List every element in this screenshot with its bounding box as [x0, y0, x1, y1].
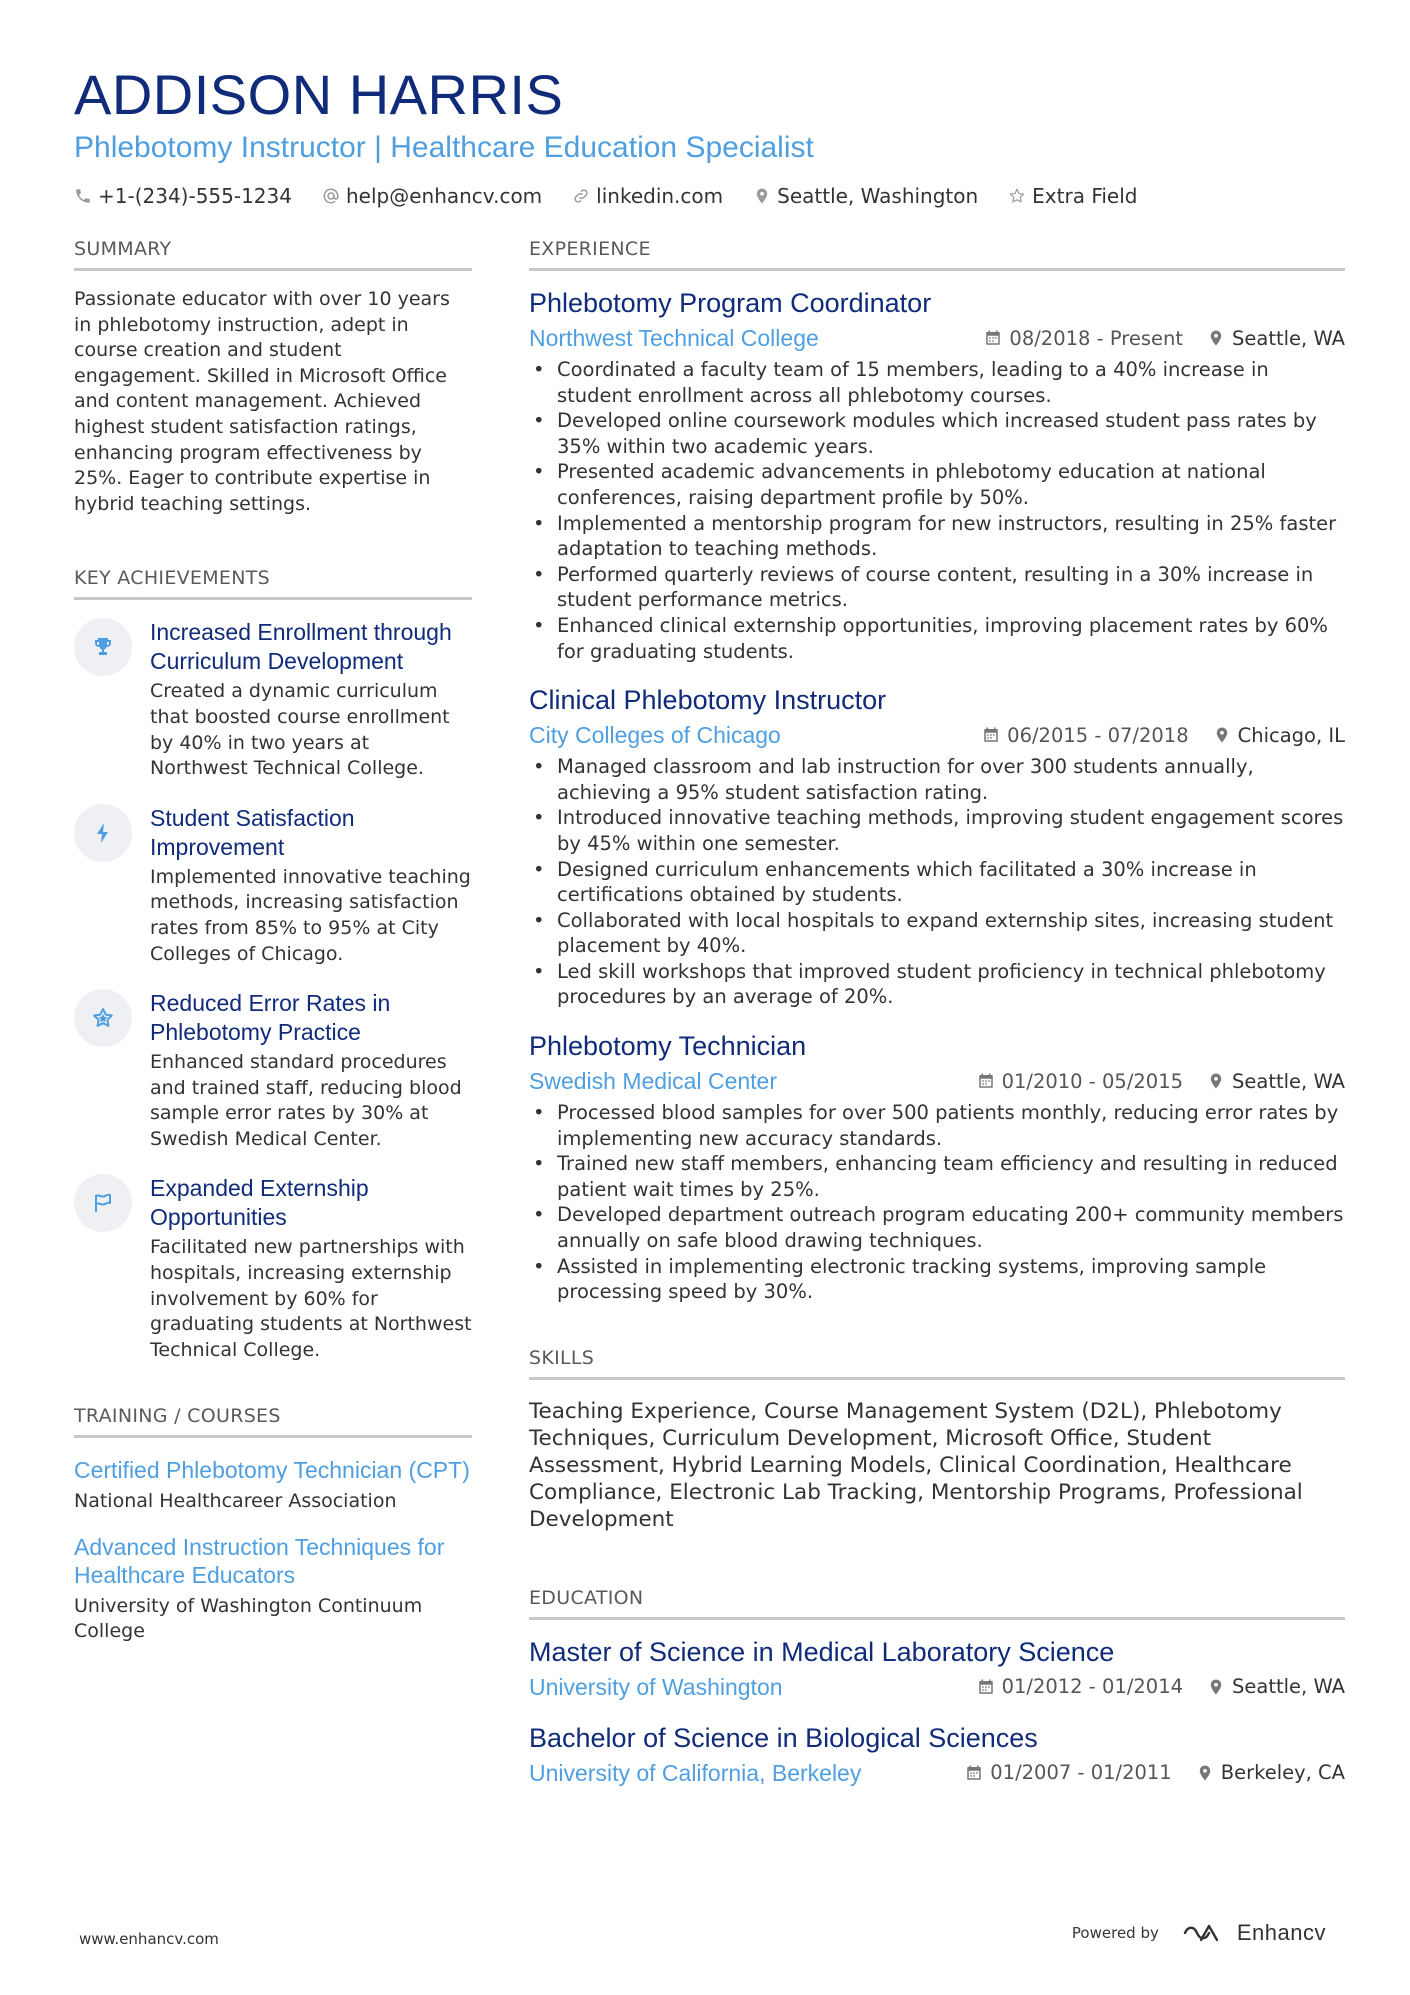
job-bullet: • Implemented a mentorship program for new instructors, resulting in 25% faster adaptation to teaching methods. — [529, 511, 1345, 562]
candidate-name: ADDISON HARRIS — [74, 63, 564, 126]
education-title: EDUCATION — [529, 1585, 1345, 1620]
job-bullets — [529, 754, 1345, 1010]
education-entry — [529, 1720, 1345, 1788]
course-item — [74, 1533, 472, 1645]
job-bullet: • Collaborated with local hospitals to expand externship sites, increasing student placement by 40%. — [529, 908, 1345, 959]
location-icon — [753, 187, 771, 205]
job-bullet: • Assisted in implementing electronic tracking systems, improving sample processing speed by 30%. — [529, 1254, 1345, 1305]
job-location: Seattle, WA — [1232, 1069, 1345, 1093]
link-icon — [572, 187, 590, 205]
contact-phone-text: +1-(234)-555-1234 — [98, 184, 292, 208]
job-title: Phlebotomy Technician — [529, 1031, 807, 1062]
star-badge-icon — [74, 989, 132, 1047]
skills-section — [529, 1345, 1345, 1533]
job-bullet: • Designed curriculum enhancements which facilitated a 30% increase in certifications obtained by students. — [529, 857, 1345, 908]
contact-linkedin[interactable] — [572, 184, 723, 208]
contact-email-text[interactable]: help@enhancv.com — [345, 184, 543, 208]
contact-email[interactable] — [322, 184, 542, 208]
achievements-title: KEY ACHIEVEMENTS — [74, 565, 472, 600]
achievement-item — [74, 989, 472, 1152]
trophy-icon — [74, 618, 132, 676]
job-bullet: • Enhanced clinical externship opportunities, improving placement rates by 60% for graduating students. — [529, 613, 1345, 664]
contact-location — [753, 184, 978, 208]
candidate-headline: Phlebotomy Instructor | Healthcare Education Specialist — [74, 131, 814, 164]
job-bullet: • Led skill workshops that improved student proficiency in technical phlebotomy procedures by an average of 20%. — [529, 959, 1345, 1010]
enhancv-logo-icon — [1181, 1921, 1227, 1945]
location-icon — [1196, 1764, 1214, 1782]
job-title: Clinical Phlebotomy Instructor — [529, 685, 887, 716]
job-bullets — [529, 1100, 1345, 1305]
achievement-desc: Implemented innovative teaching methods, increasing satisfaction rates from 85% to 95% at City Colleges of Chicago. — [150, 865, 471, 965]
job-bullet: • Processed blood samples for over 500 patients monthly, reducing error rates by implementing new accuracy standards. — [529, 1100, 1345, 1151]
education-date: 01/2007 - 01/2011 — [990, 1761, 1172, 1785]
resume-header — [74, 60, 1344, 208]
job-bullet: • Trained new staff members, enhancing team efficiency and resulting in reduced patient wait times by 25%. — [529, 1151, 1345, 1202]
education-date: 01/2012 - 01/2014 — [1001, 1675, 1184, 1699]
education-entry — [529, 1634, 1345, 1702]
summary-title: SUMMARY — [74, 236, 472, 271]
job-bullet: • Coordinated a faculty team of 15 members, leading to a 40% increase in student enrollment across all phlebotomy courses. — [529, 357, 1345, 408]
job-location: Chicago, IL — [1237, 723, 1345, 747]
job-bullets — [529, 357, 1345, 664]
achievement-item — [74, 804, 472, 967]
job-org: Northwest Technical College — [529, 325, 819, 351]
job-location: Seattle, WA — [1232, 326, 1345, 350]
achievement-item — [74, 618, 472, 781]
email-icon — [322, 187, 340, 205]
achievement-desc: Created a dynamic curriculum that boosted course enrollment by 40% in two years at Northwest Technical College. — [150, 680, 450, 780]
job-bullet: • Presented academic advancements in phlebotomy education at national conferences, raising department profile by 50%. — [529, 459, 1345, 510]
job-entry — [529, 285, 1345, 664]
contact-extra — [1008, 184, 1137, 208]
job-bullet: • Developed online coursework modules which increased student pass rates by 35% within two academic years. — [529, 408, 1345, 459]
right-column — [529, 236, 1345, 1788]
achievement-title: Increased Enrollment through Curriculum Development — [150, 619, 452, 675]
summary-section — [74, 236, 472, 517]
achievement-item — [74, 1174, 472, 1363]
course-item — [74, 1456, 472, 1514]
job-date: 06/2015 - 07/2018 — [1007, 723, 1189, 747]
job-bullet: • Developed department outreach program educating 200+ community members annually on safe blood drawing techniques. — [529, 1202, 1345, 1253]
job-date: 08/2018 - Present — [1009, 326, 1184, 350]
location-icon — [1207, 329, 1225, 347]
calendar-icon — [977, 1678, 995, 1696]
training-title: TRAINING / COURSES — [74, 1403, 472, 1438]
school-name: University of California, Berkeley — [529, 1759, 862, 1786]
job-date: 01/2010 - 05/2015 — [1001, 1069, 1184, 1093]
achievement-title: Student Satisfaction Improvement — [150, 804, 355, 860]
flag-icon — [74, 1174, 132, 1232]
job-bullet: • Performed quarterly reviews of course content, resulting in a 30% increase in student performance metrics. — [529, 562, 1345, 613]
skills-text: Teaching Experience, Course Management System (D2L), Phlebotomy Techniques, Curriculum Development, Microsoft Office, Student Assessment, Hybrid Learning Models, Clinical Coordination, Healthcare Compliance, Electronic Lab Tracking, Mentorship Programs, Professional Development — [529, 1398, 1303, 1532]
course-org: National Healthcareer Association — [74, 1489, 397, 1512]
location-icon — [1207, 1072, 1225, 1090]
experience-section — [529, 236, 1345, 1305]
job-title: Phlebotomy Program Coordinator — [529, 288, 932, 318]
achievement-title: Expanded Externship Opportunities — [150, 1175, 369, 1231]
contact-location-text: Seattle, Washington — [777, 184, 979, 208]
education-section — [529, 1585, 1345, 1788]
education-location: Berkeley, CA — [1220, 1761, 1345, 1785]
job-bullet: • Introduced innovative teaching methods, improving student engagement scores by 45% within one semester. — [529, 805, 1345, 856]
education-location: Seattle, WA — [1232, 1675, 1345, 1699]
lightning-icon — [74, 804, 132, 862]
calendar-icon — [982, 726, 1000, 744]
powered-by-label: Powered by — [1071, 1924, 1159, 1942]
footer-website[interactable]: www.enhancv.com — [79, 1930, 219, 1948]
achievement-desc: Enhanced standard procedures and trained staff, reducing blood sample error rates by 30% at Swedish Medical Center. — [150, 1051, 462, 1150]
degree-title: Master of Science in Medical Laboratory Science — [529, 1636, 1115, 1667]
calendar-icon — [984, 329, 1002, 347]
course-title: Advanced Instruction Techniques for Healthcare Educators — [74, 1533, 445, 1589]
contact-phone — [74, 184, 292, 208]
training-section — [74, 1403, 472, 1644]
star-icon — [1008, 187, 1026, 205]
job-bullet: • Managed classroom and lab instruction for over 300 students annually, achieving a 95% student satisfaction rating. — [529, 754, 1345, 805]
job-entry — [529, 1028, 1345, 1305]
contact-extra-text: Extra Field — [1032, 184, 1138, 208]
job-org: City Colleges of Chicago — [529, 722, 781, 749]
location-icon — [1213, 726, 1231, 744]
job-org: Swedish Medical Center — [529, 1068, 778, 1095]
experience-title: EXPERIENCE — [529, 236, 1345, 271]
degree-title: Bachelor of Science in Biological Sciences — [529, 1722, 1038, 1753]
achievement-desc: Facilitated new partnerships with hospitals, increasing externship involvement by 60% for graduating students at Northwest Technical College. — [150, 1236, 472, 1361]
job-entry — [529, 682, 1345, 1010]
contact-linkedin-text[interactable]: linkedin.com — [596, 184, 724, 208]
location-icon — [1207, 1678, 1225, 1696]
calendar-icon — [977, 1072, 995, 1090]
contact-row — [74, 184, 1344, 208]
skills-title: SKILLS — [529, 1345, 1345, 1380]
achievement-title: Reduced Error Rates in Phlebotomy Practice — [150, 990, 391, 1046]
course-org: University of Washington Continuum College — [74, 1594, 423, 1643]
phone-icon — [74, 187, 92, 205]
course-title: Certified Phlebotomy Technician (CPT) — [74, 1457, 470, 1484]
summary-text: Passionate educator with over 10 years in phlebotomy instruction, adept in course creation and student engagement. Skilled in Microsoft Office and content management. Achieved highest student satisfaction ratings, enhancing program effectiveness by 25%. Eager to contribute expertise in hybrid teaching settings. — [74, 288, 450, 515]
achievements-section — [74, 565, 472, 1363]
calendar-icon — [965, 1764, 983, 1782]
footer-branding — [1072, 1920, 1326, 1946]
enhancv-brand: Enhancv — [1236, 1920, 1326, 1945]
left-column — [74, 236, 472, 1645]
school-name: University of Washington — [529, 1673, 783, 1700]
